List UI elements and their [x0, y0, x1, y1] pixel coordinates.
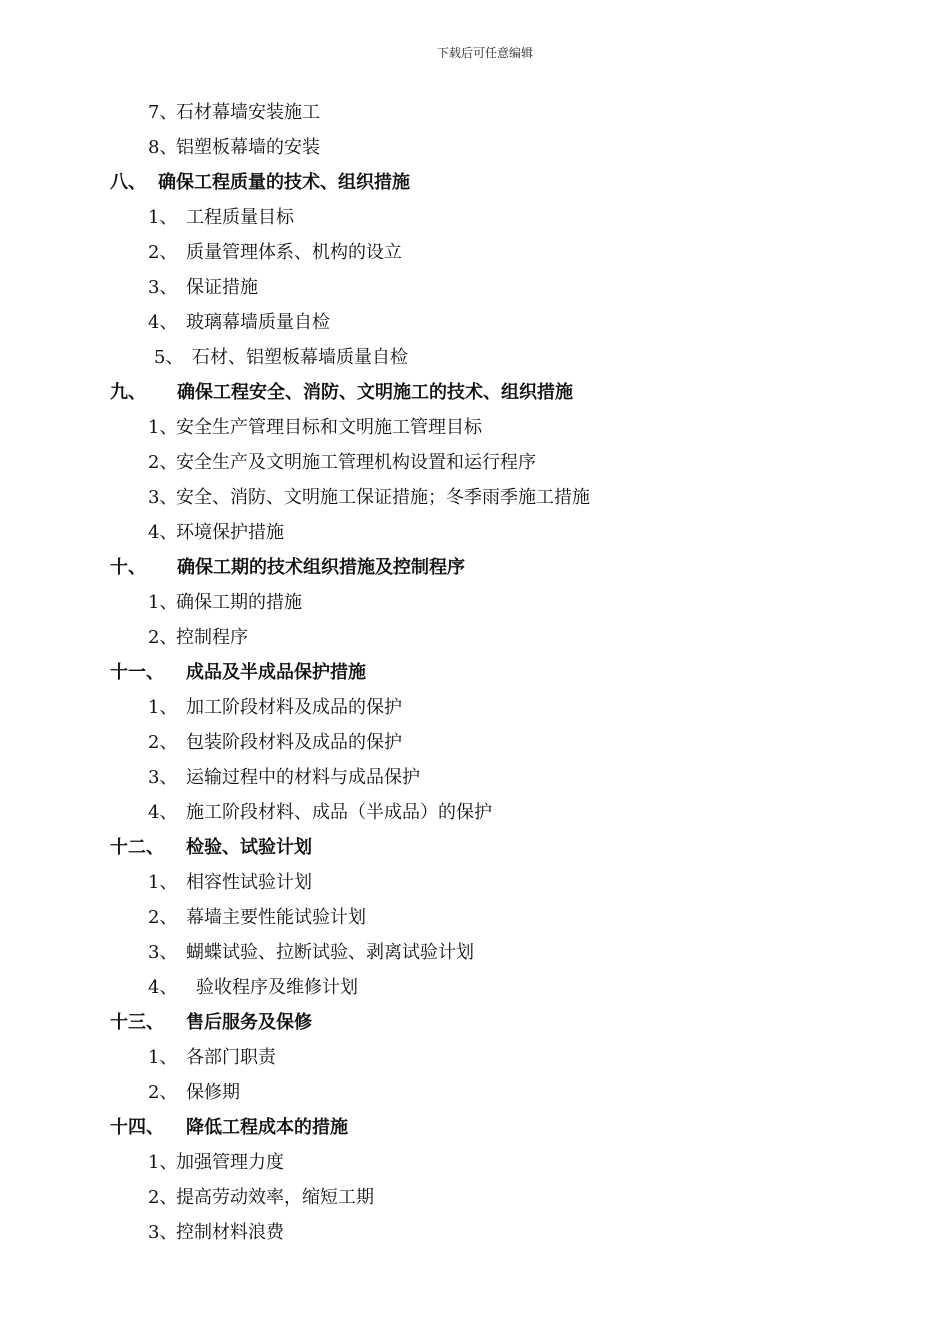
- toc-item-text: 石材、铝塑板幕墙质量自检: [192, 347, 408, 368]
- toc-item-number: 2、: [148, 1082, 178, 1103]
- toc-item-text: 控制程序: [176, 627, 248, 648]
- toc-item-number: 8、: [148, 137, 178, 158]
- toc-section-number: 十一、: [110, 662, 164, 683]
- toc-section-number: 十三、: [110, 1012, 164, 1033]
- toc-item-number: 7、: [148, 102, 178, 123]
- toc-item-number: 3、: [148, 942, 178, 963]
- toc-section-number: 十四、: [110, 1117, 164, 1138]
- toc-section-title: 成品及半成品保护措施: [186, 662, 366, 683]
- toc-item-text: 保修期: [186, 1082, 240, 1103]
- toc-section-title: 降低工程成本的措施: [186, 1117, 348, 1138]
- toc-item-text: 质量管理体系、机构的设立: [186, 242, 402, 263]
- toc-item-text: 相容性试验计划: [186, 872, 312, 893]
- toc-item-number: 4、: [148, 522, 178, 543]
- toc-item-text: 加工阶段材料及成品的保护: [186, 697, 402, 718]
- toc-item-number: 1、: [148, 697, 178, 718]
- toc-item-text: 安全、消防、文明施工保证措施；冬季雨季施工措施: [176, 487, 590, 508]
- toc-item-text: 安全生产管理目标和文明施工管理目标: [176, 417, 482, 438]
- toc-item-text: 环境保护措施: [176, 522, 284, 543]
- toc-item-number: 4、: [148, 802, 178, 823]
- toc-section-title: 确保工程质量的技术、组织措施: [158, 172, 410, 193]
- toc-item-text: 幕墙主要性能试验计划: [186, 907, 366, 928]
- toc-item-text: 蝴蝶试验、拉断试验、剥离试验计划: [186, 942, 474, 963]
- toc-section-title: 售后服务及保修: [186, 1012, 312, 1033]
- toc-item-text: 运输过程中的材料与成品保护: [186, 767, 420, 788]
- toc-item-text: 工程质量目标: [186, 207, 294, 228]
- toc-item-number: 2、: [148, 907, 178, 928]
- toc-section-number: 十、: [110, 557, 146, 578]
- toc-item-number: 2、: [148, 452, 178, 473]
- toc-item-number: 1、: [148, 872, 178, 893]
- toc-item-text: 铝塑板幕墙的安装: [176, 137, 320, 158]
- toc-item-text: 加强管理力度: [176, 1152, 284, 1173]
- toc-item-number: 3、: [148, 277, 178, 298]
- toc-item-text: 包装阶段材料及成品的保护: [186, 732, 402, 753]
- toc-item-text: 验收程序及维修计划: [196, 977, 358, 998]
- toc-item-number: 1、: [148, 417, 178, 438]
- toc-item-number: 2、: [148, 627, 178, 648]
- toc-item-number: 4、: [148, 977, 178, 998]
- toc-item-number: 2、: [148, 732, 178, 753]
- toc-item-number: 1、: [148, 1047, 178, 1068]
- toc-item-number: 3、: [148, 1222, 178, 1243]
- toc-item-text: 石材幕墙安装施工: [176, 102, 320, 123]
- toc-item-number: 2、: [148, 1187, 178, 1208]
- toc-section-title: 确保工程安全、消防、文明施工的技术、组织措施: [177, 382, 573, 403]
- page-header: 下载后可任意编辑: [436, 46, 533, 60]
- toc-item-text: 各部门职责: [186, 1047, 276, 1068]
- toc-item-text: 施工阶段材料、成品（半成品）的保护: [186, 802, 492, 823]
- toc-item-number: 3、: [148, 487, 178, 508]
- toc-item-text: 保证措施: [186, 277, 258, 298]
- toc-item-number: 2、: [148, 242, 178, 263]
- toc-item-number: 5、: [154, 347, 184, 368]
- toc-item-number: 4、: [148, 312, 178, 333]
- toc-section-number: 八、: [110, 172, 146, 193]
- toc-section-number: 十二、: [110, 837, 164, 858]
- toc-section-number: 九、: [110, 382, 146, 403]
- toc-section-title: 确保工期的技术组织措施及控制程序: [177, 557, 465, 578]
- toc-item-text: 玻璃幕墙质量自检: [186, 312, 330, 333]
- toc-item-text: 安全生产及文明施工管理机构设置和运行程序: [176, 452, 536, 473]
- toc-section-title: 检验、试验计划: [186, 837, 312, 858]
- toc-item-number: 1、: [148, 207, 178, 228]
- toc-item-number: 3、: [148, 767, 178, 788]
- toc-item-text: 提高劳动效率，缩短工期: [176, 1187, 374, 1208]
- toc-item-text: 确保工期的措施: [176, 592, 302, 613]
- toc-item-text: 控制材料浪费: [176, 1222, 284, 1243]
- toc-item-number: 1、: [148, 1152, 178, 1173]
- toc-item-number: 1、: [148, 592, 178, 613]
